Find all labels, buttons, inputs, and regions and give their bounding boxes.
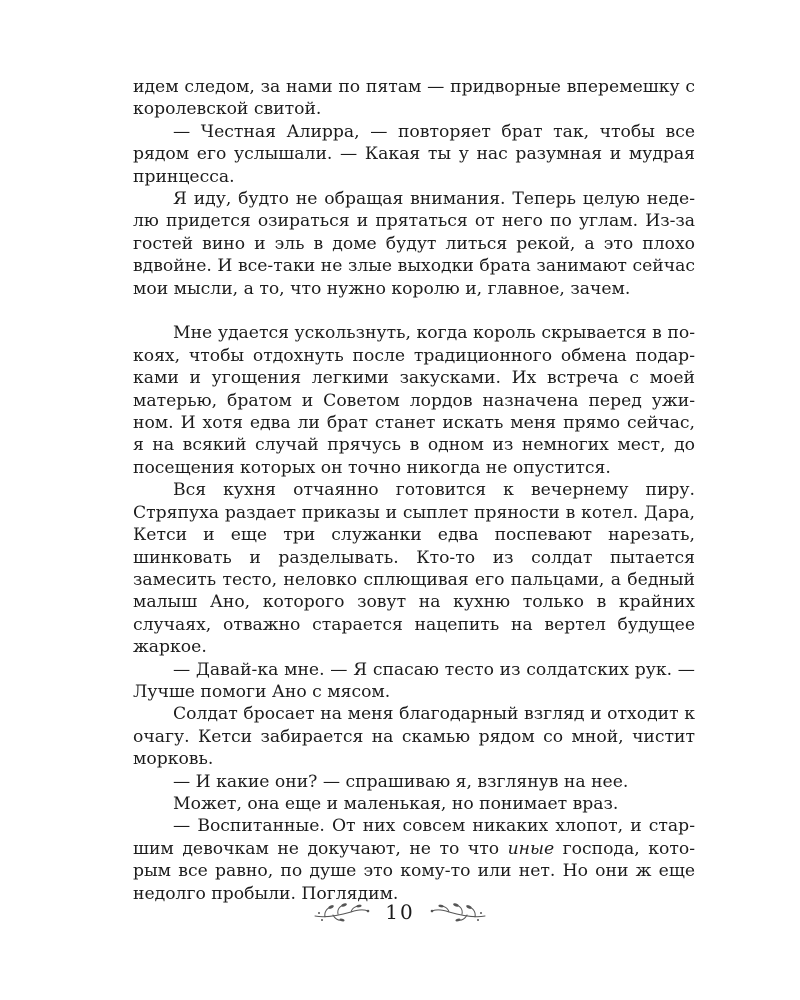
paragraph: — Честная Алирра, — повторяет брат так, чтобы все рядом его услышали. — Какая ты у нас разумная и мудрая принцесса. [133,121,695,187]
paragraph-text: — Воспитанные. От них совсем никаких хлопот, и старшим девочкам не докучают, не то что [133,816,695,859]
paragraph: идем следом, за нами по пятам — придворные вперемешку с королевской свитой. [133,77,695,120]
page-footer [0,900,800,924]
paragraph [133,815,695,905]
book-page-text [133,76,695,905]
paragraph: Солдат бросает на меня благодарный взгляд и отходит к очагу. Кетси забирается на скамью рядом со мной, чистит морковь. [133,704,695,770]
page-number: 10 [385,900,415,924]
section-break [133,300,695,322]
floral-ornament-right-icon [429,900,489,924]
paragraph: Мне удается ускользнуть, когда король скрывается в покоях, чтобы отдохнуть после традиционного обмена подарками и угощения легкими закусками. Их встреча с моей матерью, братом и Советом лордов назначена перед ужином. И хотя едва ли брат станет искать меня прямо сейчас, я на всякий случай прячусь в одном из немногих мест, до посещения которых он точно никогда не опустится. [133,323,695,478]
paragraph: — И какие они? — спрашиваю я, взглянув на нее. [173,771,629,792]
paragraph: Вся кухня отчаянно готовится к вечернему пиру. Стряпуха раздает приказы и сыплет пряности в котел. Дара, Кетси и еще три служанки едва поспевают нарезать, шинковать и разделывать. Кто-то из солдат пытается замесить тесто, неловко сплющивая его пальцами, а бедный малыш Ано, которого зовут на кухню только в крайних случаях, отважно старается нацепить на вертел будущее жаркое. [133,480,695,658]
paragraph-text: господа, которым все равно, по душе это кому-то или нет. Но они ж еще недолго пробыли. Поглядим. [133,838,695,904]
paragraph: Я иду, будто не обращая внимания. Теперь целую неделю придется озираться и прятаться от него по углам. Из-за гостей вино и эль в доме будут литься рекой, а это плохо вдвойне. И все-таки не злые выходки брата занимают сейчас мои мысли, а то, что нужно королю и, главное, зачем. [133,189,695,299]
paragraph: Может, она еще и маленькая, но понимает враз. [173,793,619,814]
floral-ornament-left-icon [311,900,371,924]
emphasis-text: иные [507,838,555,859]
paragraph: — Давай-ка мне. — Я спасаю тесто из солдатских рук. — Лучше помоги Ано с мясом. [133,659,695,702]
